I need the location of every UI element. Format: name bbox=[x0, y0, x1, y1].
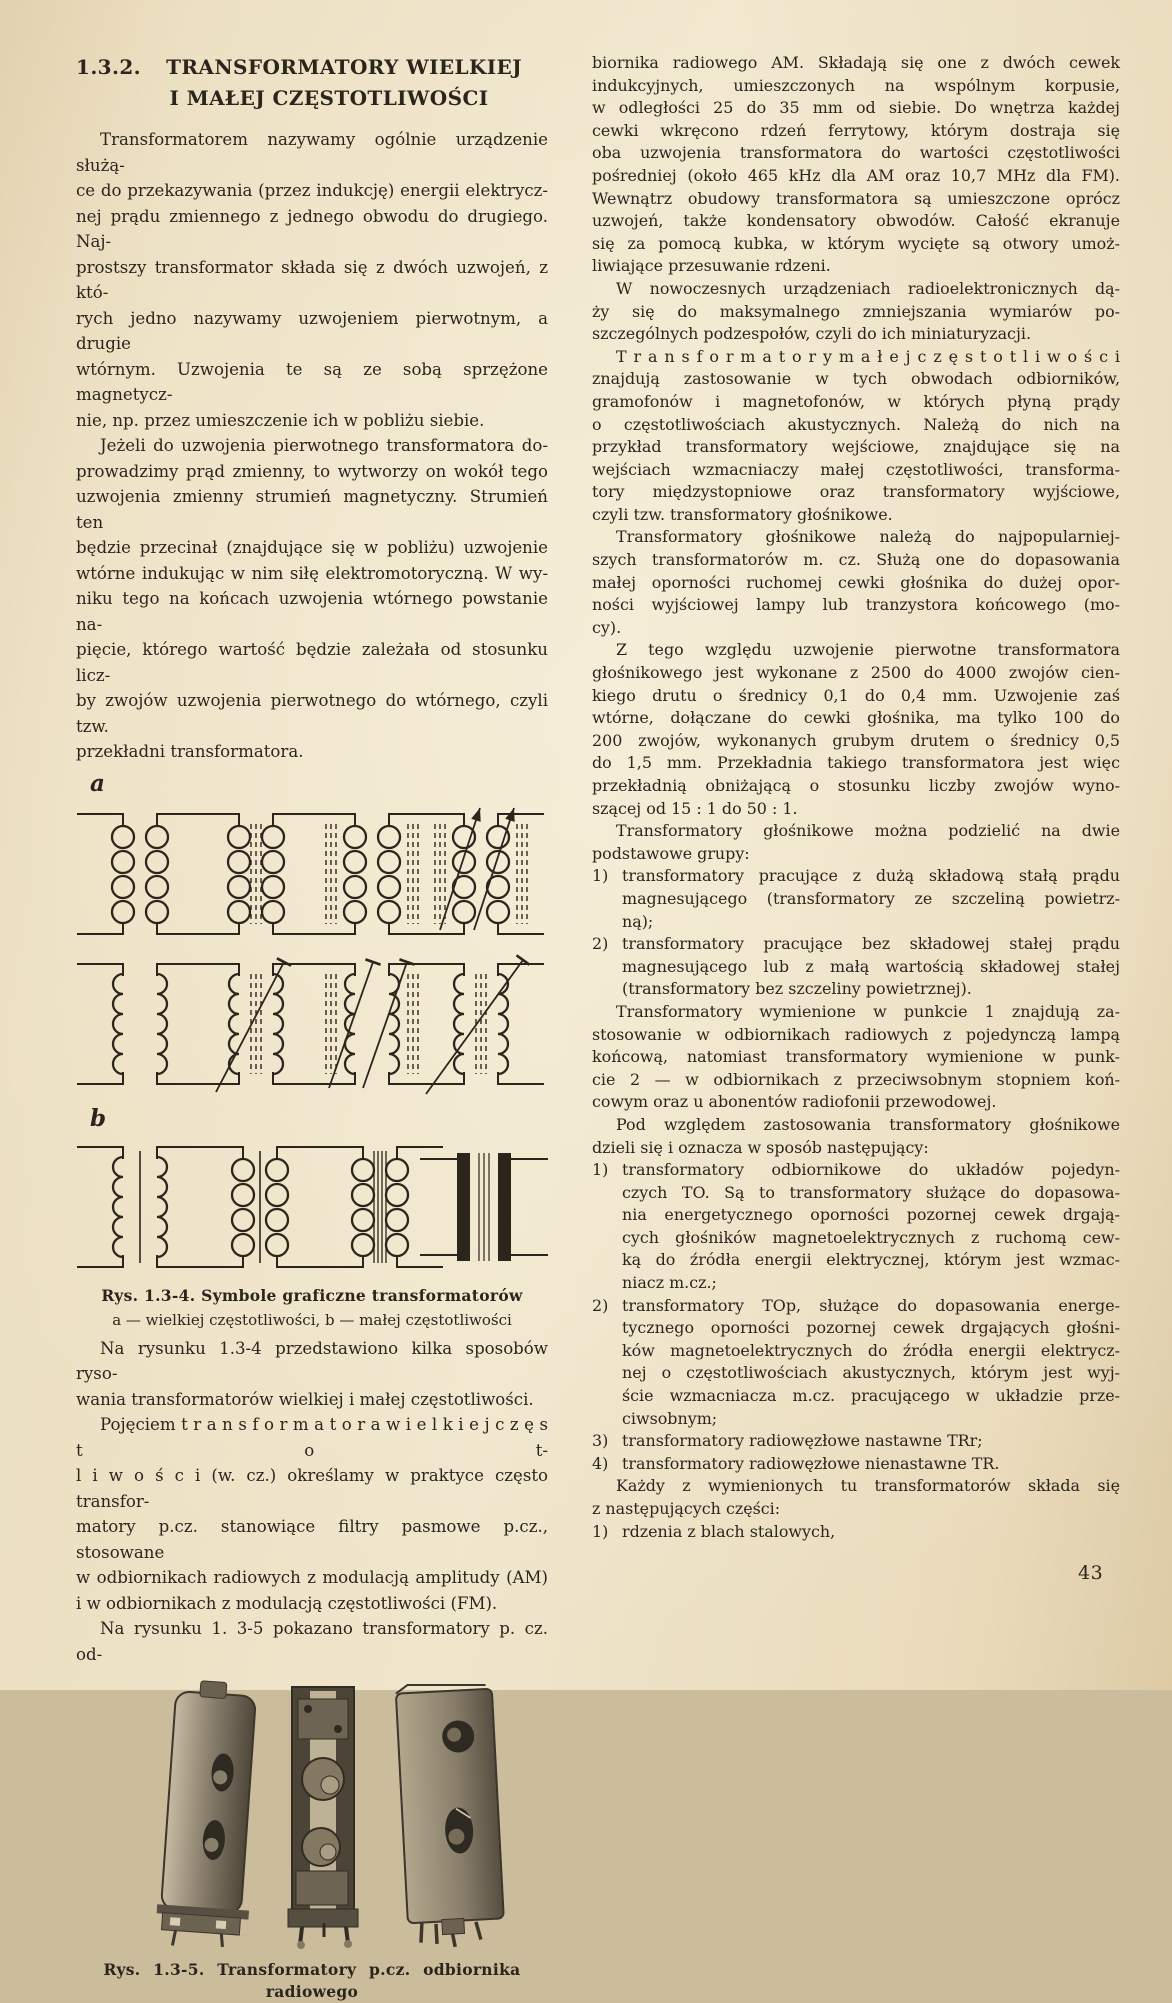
paragraph bbox=[592, 346, 1120, 527]
text-line: biornika radiowego AM. Składają się one z dwóch cewek bbox=[592, 53, 1120, 72]
text-line: szczególnych podzespołów, czyli do ich miniaturyzacji. bbox=[592, 324, 1032, 344]
text-line: ką do źródła energii elektrycznej, którym jest wzmac- bbox=[622, 1250, 1120, 1270]
photo-caption: Rys. 1.3-5. Transformatory p.cz. odbiornika radiowego bbox=[103, 1960, 521, 2001]
photo-middle-transformer bbox=[288, 1687, 358, 1949]
text-line: T r a n s f o r m a t o r y m a ł e j c z ę s t o t l i w o ś c i bbox=[616, 346, 1120, 366]
list-item bbox=[592, 933, 1120, 1001]
text-line: znajdują zastosowanie w tych obwodach odbiorników, bbox=[592, 369, 1120, 389]
text-line: transformatory radiowęzłowe nienastawne TR. bbox=[622, 1453, 1000, 1473]
text-line: cych głośników magnetoelektrycznych z ruchomą cew- bbox=[622, 1227, 1120, 1247]
text-line: Transformatory głośnikowe można podzielić na dwie bbox=[616, 821, 1120, 841]
text-line: tory międzystopniowe oraz transformatory wyjściowe, bbox=[592, 482, 1120, 502]
list-number: 2) bbox=[592, 1295, 609, 1315]
text-line: (transformatory bez szczeliny powietrznej). bbox=[622, 979, 972, 999]
text-line: uzwojenia zmienny strumień magnetyczny. Strumień ten bbox=[76, 487, 548, 532]
text-line: Pod względem zastosowania transformatory głośnikowe bbox=[616, 1114, 1120, 1134]
list-number: 1) bbox=[592, 1160, 609, 1180]
text-line: i w odbiornikach z modulacją częstotliwości (FM). bbox=[76, 1593, 498, 1613]
text-line: czyli tzw. transformatory głośnikowe. bbox=[592, 504, 893, 524]
text-line: Wewnątrz obudowy transformatora są umieszczone oprócz bbox=[592, 188, 1120, 208]
text-line: o częstotliwościach akustycznych. Należą do nich na bbox=[592, 414, 1120, 434]
figure-label-b: b bbox=[90, 1104, 107, 1132]
text-line: rdzenia z blach stalowych, bbox=[622, 1521, 836, 1541]
paragraph bbox=[592, 52, 1120, 278]
paragraph bbox=[76, 1616, 548, 1667]
text-line: Na rysunku 1.3-4 przedstawiono kilka sposobów ryso- bbox=[76, 1338, 548, 1383]
text-line: oba uzwojenia transformatora do wartości częstotliwości bbox=[592, 143, 1120, 163]
transformers-photo-illustration bbox=[140, 1679, 520, 1951]
text-line: magnesującego lub z małą wartością składowej stałej bbox=[622, 956, 1120, 976]
text-line: ną); bbox=[622, 911, 654, 931]
text-line: W nowoczesnych urządzeniach radioelektronicznych dą- bbox=[616, 278, 1120, 298]
text-line: Transformatorem nazywamy ogólnie urządzenie służą- bbox=[76, 130, 548, 175]
text-line: Transformatory głośnikowe należą do najpopularniej- bbox=[616, 527, 1120, 547]
text-line: transformatory TOp, służące do dopasowania energe- bbox=[622, 1295, 1120, 1315]
text-line: z następujących części: bbox=[592, 1499, 781, 1518]
paragraph bbox=[76, 1336, 548, 1413]
text-line: Każdy z wymienionych tu transformatorów składa się bbox=[616, 1476, 1120, 1496]
list-number: 1) bbox=[592, 866, 609, 886]
figure-transformer-symbols-b bbox=[76, 1133, 548, 1277]
text-line: tycznego oporności pozornej cewek drgających głośni- bbox=[622, 1318, 1120, 1338]
text-line: w odbiornikach radiowych z modulacją amplitudy (AM) bbox=[76, 1568, 548, 1587]
text-line: w odległości 25 do 35 mm od siebie. Do wnętrza każdej bbox=[592, 98, 1120, 118]
paragraph bbox=[592, 1114, 1120, 1159]
list-item-text bbox=[622, 1430, 1120, 1453]
text-line: magnesującego (transformatory ze szczeliną powietrz- bbox=[622, 888, 1120, 908]
list-number: 4) bbox=[592, 1453, 609, 1473]
text-line: stosowanie w odbiornikach radiowych z pojedynczą lampą bbox=[592, 1024, 1120, 1044]
text-line: nej o częstotliwościach akustycznych, którym jest wyj- bbox=[622, 1363, 1120, 1383]
text-line: wtórnym. Uzwojenia te są ze sobą sprzężone magnetycz- bbox=[76, 359, 548, 404]
text-line: cie 2 — w odbiornikach z przeciwsobnym stopniem koń- bbox=[592, 1069, 1120, 1089]
list-item bbox=[592, 1430, 1120, 1453]
text-line: matory p.cz. stanowiące filtry pasmowe p.cz., stosowane bbox=[76, 1517, 548, 1562]
section-title-line2: I MAŁEJ CZĘSTOTLIWOŚCI bbox=[169, 86, 489, 110]
list-item bbox=[592, 1453, 1120, 1476]
text-line: cewki wkręcono rdzeń ferrytowy, którym dostraja się bbox=[592, 120, 1120, 140]
figure-subcaption: a — wielkiej częstotliwości, b — małej częstotliwości bbox=[112, 1310, 512, 1329]
paragraph bbox=[592, 526, 1120, 639]
text-line: końcową, natomiast transformatory wymienione w punk- bbox=[592, 1047, 1120, 1067]
figure-label-a: a bbox=[90, 769, 105, 797]
text-line: niku tego na końcach uzwojenia wtórnego powstanie na- bbox=[76, 589, 548, 634]
text-line: wtórne, dołączane do cewki głośnika, ma tylko 100 do bbox=[592, 708, 1120, 728]
text-line: transformatory pracujące z dużą składową stałą prądu bbox=[622, 866, 1120, 886]
text-line: transformatory radiowęzłowe nastawne TRr; bbox=[622, 1431, 983, 1451]
paragraph bbox=[592, 1001, 1120, 1114]
text-line: się za pomocą kubka, w którym wycięte są otwory umoż- bbox=[592, 233, 1120, 253]
text-line: ności wyjściowej lampy lub tranzystora końcowego (mo- bbox=[592, 595, 1120, 615]
text-line: podstawowe grupy: bbox=[592, 843, 750, 863]
text-line: prowadzimy prąd zmienny, to wytworzy on wokół tego bbox=[76, 461, 548, 481]
text-line: gramofonów i magnetofonów, w których płyną prądy bbox=[592, 391, 1120, 411]
paragraph bbox=[592, 639, 1120, 820]
text-line: nej prądu zmiennego z jednego obwodu do drugiego. Naj- bbox=[76, 206, 548, 251]
section-heading bbox=[76, 52, 548, 114]
text-line: przekładnią obniżającą o stosunku liczby zwojów wyno- bbox=[592, 776, 1120, 795]
text-line: dzieli się i oznacza w sposób następujący: bbox=[592, 1137, 929, 1157]
text-line: Z tego względu uzwojenie pierwotne transformatora bbox=[616, 640, 1120, 660]
text-line: cy). bbox=[592, 617, 622, 637]
paragraph bbox=[76, 127, 548, 433]
text-line: szych transformatorów m. cz. Służą one do dopasowania bbox=[592, 550, 1120, 570]
text-line: będzie przecinał (znajdujące się w pobliżu) uzwojenie bbox=[76, 538, 548, 557]
paragraph bbox=[592, 820, 1120, 865]
figure-transformer-symbols-a bbox=[76, 798, 548, 1100]
text-line: głośnikowego jest wykonane z 2500 do 4000 zwojów cien- bbox=[592, 663, 1120, 683]
text-line: prostszy transformator składa się z dwóch uzwojeń, z któ- bbox=[76, 257, 548, 302]
paragraph bbox=[76, 1412, 548, 1616]
text-line: ciwsobnym; bbox=[622, 1408, 718, 1428]
text-line: transformatory odbiornikowe do układów pojedyn- bbox=[622, 1160, 1120, 1180]
text-line: czych TO. Są to transformatory służące do dopasowa- bbox=[622, 1182, 1120, 1202]
text-line: rych jedno nazywamy uzwojeniem pierwotnym, a drugie bbox=[76, 308, 548, 353]
list-item-text bbox=[622, 1521, 1120, 1544]
text-line: pięcie, którego wartość będzie zależała od stosunku licz- bbox=[76, 640, 548, 685]
text-line: przykład transformatory wejściowe, znajdujące się na bbox=[592, 437, 1120, 457]
list-item-text bbox=[622, 1159, 1120, 1295]
paragraph bbox=[592, 278, 1120, 346]
text-line: transformatory pracujące bez składowej stałej prądu bbox=[622, 934, 1120, 954]
page-number: 43 bbox=[1078, 1562, 1104, 1584]
text-line: wejściach wzmacniaczy małej częstotliwości, transforma- bbox=[592, 459, 1120, 479]
list-number: 2) bbox=[592, 934, 609, 954]
text-line: ży się do maksymalnego zmniejszania wymiarów po- bbox=[592, 301, 1120, 321]
list-number: 1) bbox=[592, 1521, 609, 1541]
text-line: 200 zwojów, wykonanych grubym drutem o średnicy 0,5 bbox=[592, 730, 1120, 750]
text-line: niacz m.cz.; bbox=[622, 1273, 717, 1293]
list-item-text bbox=[622, 933, 1120, 1001]
text-line: by zwojów uzwojenia pierwotnego do wtórnego, czyli tzw. bbox=[76, 691, 548, 736]
text-line: Transformatory wymienione w punkcie 1 znajdują za- bbox=[616, 1001, 1120, 1021]
text-line: Na rysunku 1. 3-5 pokazano transformatory p. cz. od- bbox=[76, 1619, 548, 1664]
list-item-text bbox=[622, 865, 1120, 933]
text-line: nia energetycznego oporności pozornej cewek drgają- bbox=[622, 1205, 1120, 1225]
text-line: l i w o ś c i (w. cz.) określamy w praktyce często transfor- bbox=[76, 1466, 548, 1511]
photo-right-transformer bbox=[395, 1681, 505, 1950]
text-line: pośredniej (około 465 kHz dla AM oraz 10,7 MHz dla FM). bbox=[592, 165, 1120, 185]
text-line: liwiające przesuwanie rdzeni. bbox=[592, 256, 831, 276]
text-line: nie, np. przez umieszczenie ich w pobliżu siebie. bbox=[76, 410, 485, 430]
photo-left-transformer bbox=[154, 1679, 264, 1951]
text-line: indukcyjnych, umieszczonych na wspólnym korpusie, bbox=[592, 75, 1120, 95]
text-line: uzwojeń, także kondensatory obwodów. Całość ekranuje bbox=[592, 211, 1120, 231]
text-line: wtórne indukując w nim siłę elektromotoryczną. W wy- bbox=[76, 563, 548, 583]
text-line: ków magnetoelektrycznych do źródła energii elektrycz- bbox=[622, 1340, 1120, 1360]
text-line: cowym oraz u abonentów radiofonii przewodowej. bbox=[592, 1092, 997, 1112]
text-line: szącej od 15 : 1 do 50 : 1. bbox=[592, 798, 798, 818]
list-item-text bbox=[622, 1295, 1120, 1431]
text-line: Jeżeli do uzwojenia pierwotnego transformatora do- bbox=[100, 436, 548, 455]
text-line: małej oporności ruchomej cewki głośnika do dużej opor- bbox=[592, 572, 1120, 592]
text-line: przekładni transformatora. bbox=[76, 742, 304, 761]
text-line: do 1,5 mm. Przekładnia takiego transformatora jest więc bbox=[592, 753, 1120, 773]
text-line: kiego drutu o średnicy 0,1 do 0,4 mm. Uzwojenie zaś bbox=[592, 685, 1120, 705]
left-column bbox=[76, 52, 548, 2003]
list-item-text bbox=[622, 1453, 1120, 1476]
list-item bbox=[592, 865, 1120, 933]
section-title-line1: TRANSFORMATORY WIELKIEJ bbox=[166, 55, 522, 79]
text-line: wania transformatorów wielkiej i małej częstotliwości. bbox=[76, 1389, 534, 1409]
section-number: 1.3.2. bbox=[76, 55, 142, 79]
text-line: ście wzmacniacza m.cz. pracującego w układzie prze- bbox=[622, 1386, 1120, 1406]
list-item bbox=[592, 1159, 1120, 1295]
paragraph bbox=[76, 433, 548, 765]
section-heading-line1 bbox=[76, 52, 548, 83]
text-line: Pojęciem t r a n s f o r m a t o r a w i e l k i e j c z ę s t o t- bbox=[76, 1415, 548, 1460]
list-item bbox=[592, 1521, 1120, 1544]
list-number: 3) bbox=[592, 1431, 609, 1451]
text-line: ce do przekazywania (przez indukcję) energii elektrycz- bbox=[76, 181, 548, 200]
paragraph bbox=[592, 1475, 1120, 1520]
transformers-photo bbox=[140, 1679, 548, 1951]
figure-caption: Rys. 1.3-4. Symbole graficzne transformatorów bbox=[101, 1285, 523, 1305]
right-column bbox=[592, 52, 1120, 1543]
list-item bbox=[592, 1295, 1120, 1431]
